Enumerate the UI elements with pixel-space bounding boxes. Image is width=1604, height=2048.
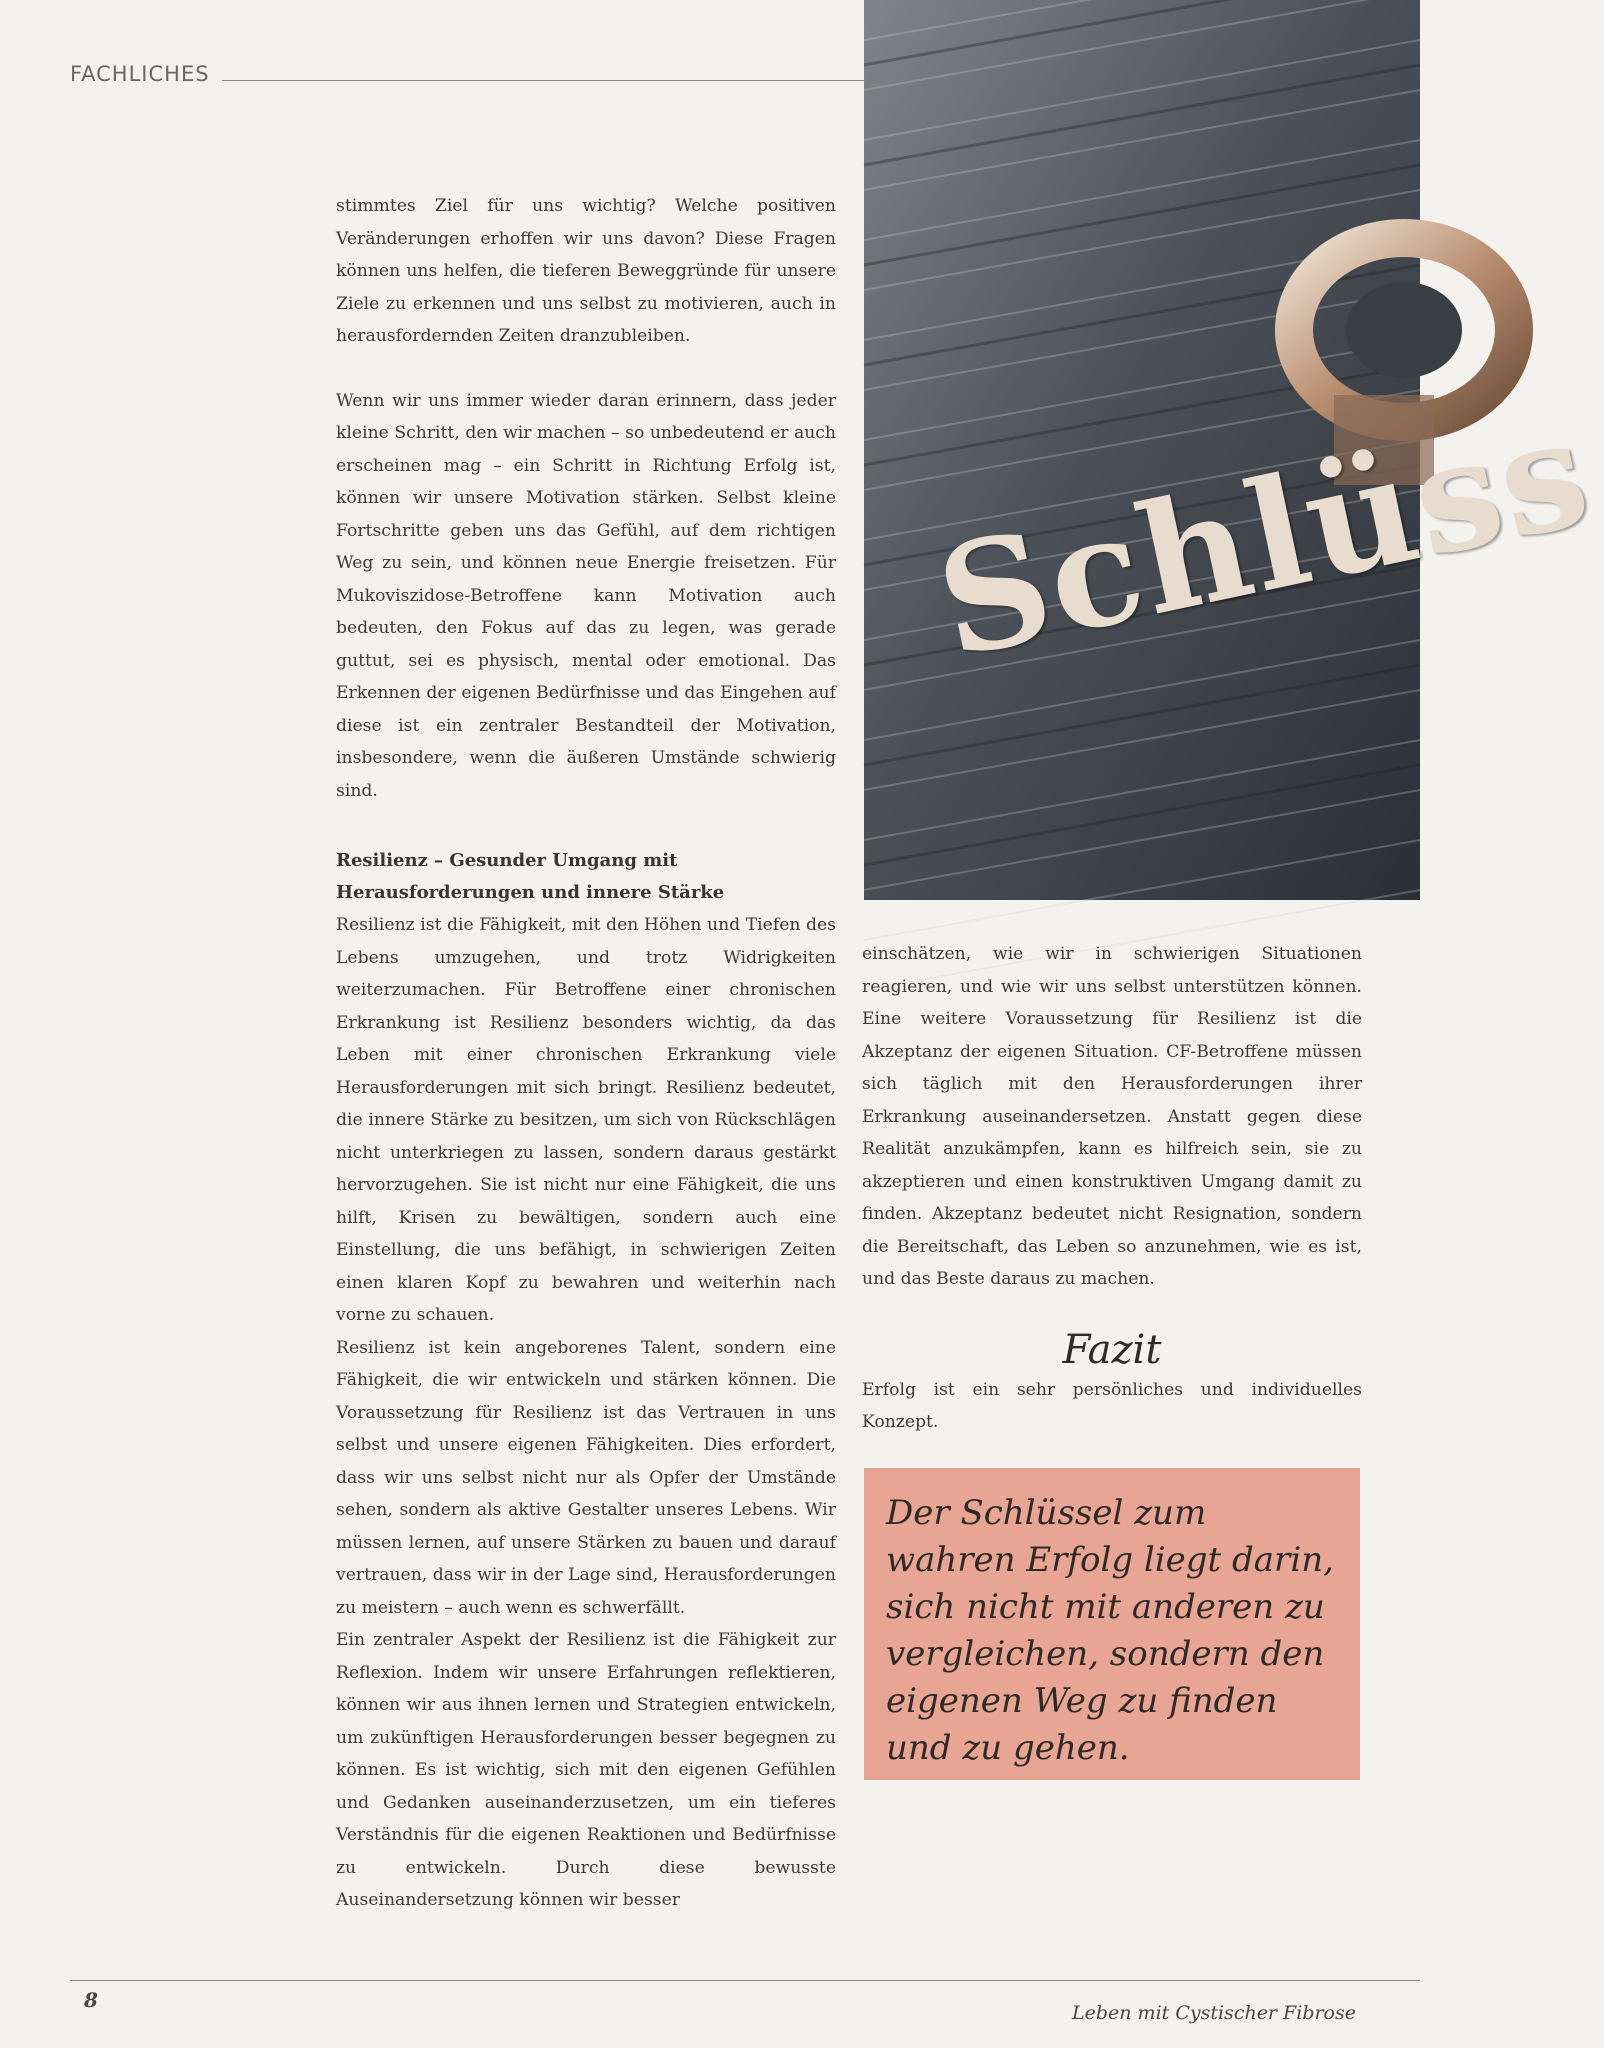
header-rule: [222, 80, 867, 81]
resilience-heading: Resilienz – Gesunder Umgang mit Herausforderungen und innere Stärke: [336, 850, 725, 903]
pull-quote: [864, 1468, 1360, 1780]
paragraph-acceptance: einschätzen, wie wir in schwierigen Situationen reagieren, und wie wir uns selbst unterstützen können. Eine weitere Voraussetzung für Resilienz ist die Akzeptanz der eigenen Situation. CF-Betroffene müssen sich täglich mit den Herausforderungen ihrer Erkrankung auseinandersetzen. Anstatt gegen diese Realität anzukämpfen, kann es hilfreich sein, sie zu akzeptieren und einen konstruktiven Umgang damit zu finden. Akzeptanz bedeutet nicht Resignation, sondern die Bereitschaft, das Leben so anzunehmen, wie es ist, und das Beste daraus zu machen.: [862, 944, 1362, 1289]
left-column: [336, 190, 836, 1917]
section-label: FACHLICHES: [70, 62, 210, 86]
key-photo: [864, 0, 1604, 900]
page-number: 8: [84, 1988, 98, 2012]
publication-title: Leben mit Cystischer Fibrose: [1072, 2002, 1356, 2024]
paragraph-motivation: Wenn wir uns immer wieder daran erinnern, dass jeder kleine Schritt, den wir machen – so unbedeutend er auch erscheinen mag – ein Schritt in Richtung Erfolg ist, können wir unsere Motivation stärken. Selbst kleine Fortschritte geben uns das Gefühl, auf dem richtigen Weg zu sein, und können neue Energie freisetzen. Für Mukoviszidose-Betroffene kann Motivation auch bedeuten, den Fokus auf das zu legen, was gerade guttut, sei es physisch, mental oder emotional. Das Erkennen der eigenen Bedürfnisse und das Eingehen auf diese ist ein zentraler Bestandteil der Motivation, insbesondere, wenn die äußeren Umstände schwierig sind.: [336, 390, 836, 801]
paragraph-intro: stimmtes Ziel für uns wichtig? Welche positiven Veränderungen erhoffen wir uns davon? Diese Fragen können uns helfen, die tieferen Beweggründe für unsere Ziele zu erkennen und uns selbst zu motivieren, auch in herausfordernden Zeiten dranzubleiben.: [336, 196, 836, 346]
paragraph-resilience-1: Resilienz ist die Fähigkeit, mit den Höhen und Tiefen des Lebens umzugehen, und trotz Widrigkeiten weiterzumachen. Für Betroffene einer chronischen Erkrankung ist Resilienz besonders wichtig, da das Leben mit einer chronischen Erkrankung viele Herausforderungen mit sich bringt. Resilienz bedeutet, die innere Stärke zu besitzen, um sich von Rückschlägen nicht unterkriegen zu lassen, sondern daraus gestärkt hervorzugehen. Sie ist nicht nur eine Fähigkeit, die uns hilft, Krisen zu bewältigen, sondern auch eine Einstellung, die uns befähigt, in schwierigen Zeiten einen klaren Kopf zu bewahren und weiterhin nach vorne zu schauen.: [336, 915, 836, 1325]
fazit-text: Erfolg ist ein sehr persönliches und individuelles Konzept.: [862, 1379, 1362, 1432]
paragraph-resilience-2: Resilienz ist kein angeborenes Talent, sondern eine Fähigkeit, die wir entwickeln und stärken können. Die Voraussetzung für Resilienz ist das Vertrauen in uns selbst und unsere eigenen Fähigkeiten. Dies erfordert, dass wir uns selbst nicht nur als Opfer der Umstände sehen, sondern als aktive Gestalter unseres Lebens. Wir müssen lernen, auf unsere Stärken zu bauen und darauf vertrauen, dass wir in der Lage sind, Herausforderungen zu meistern – auch wenn es schwerfällt.: [336, 1337, 836, 1618]
paragraph-resilience-3: Ein zentraler Aspekt der Resilienz ist die Fähigkeit zur Reflexion. Indem wir unsere Erfahrungen reflektieren, können wir aus ihnen lernen und Strategien entwickeln, um zukünftigen Herausforderungen besser begegnen zu können. Es ist wichtig, sich mit den eigenen Gefühlen und Gedanken auseinanderzusetzen, um ein tieferes Verständnis für die eigenen Reaktionen und Bedürfnisse zu entwickeln. Durch diese bewusste Auseinandersetzung können wir besser: [336, 1630, 836, 1910]
pull-quote-text: Der Schlüssel zum wahren Erfolg liegt darin, sich nicht mit anderen zu vergleichen, sondern den eigenen Weg zu finden und zu gehen.: [886, 1493, 1334, 1768]
photo-word: Schlüss: [924, 383, 1604, 693]
fazit-title: Fazit: [1062, 1326, 1162, 1373]
right-column: [862, 938, 1362, 1439]
footer-rule: [70, 1980, 1420, 1981]
